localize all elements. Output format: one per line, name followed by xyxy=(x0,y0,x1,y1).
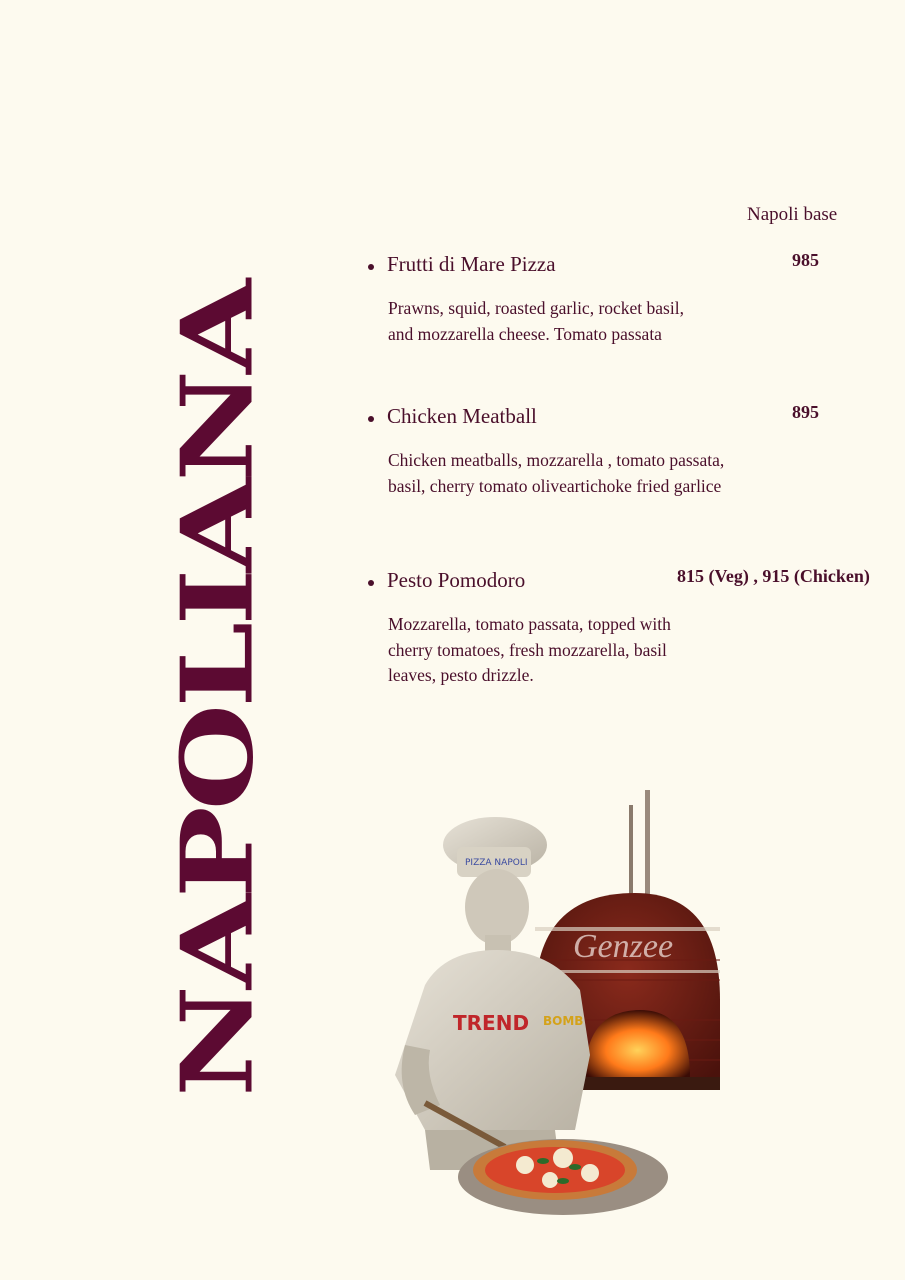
svg-text:PIZZA NAPOLI: PIZZA NAPOLI xyxy=(465,858,528,868)
item-name: Frutti di Mare Pizza xyxy=(387,252,556,276)
chimney-icon xyxy=(629,790,650,900)
bullet-icon xyxy=(368,580,374,586)
chef-statue-icon xyxy=(395,817,590,1170)
base-label: Napoli base xyxy=(747,204,838,225)
section-title: NAPOLIANA xyxy=(159,283,276,1097)
svg-text:TREND: TREND xyxy=(453,1011,530,1035)
item-name: Pesto Pomodoro xyxy=(387,568,526,592)
item-description: Mozzarella, tomato passata, topped with cherry tomatoes, fresh mozzarella, basil leaves, pesto drizzle. xyxy=(388,614,671,685)
svg-text:Genzee: Genzee xyxy=(573,928,674,965)
item-price: 815 (Veg) , 915 (Chicken) xyxy=(677,566,870,586)
pizza-icon xyxy=(458,1139,668,1215)
item-price: 985 xyxy=(792,250,819,270)
bullet-icon xyxy=(368,264,374,270)
item-description: Prawns, squid, roasted garlic, rocket basil, and mozzarella cheese. Tomato passata xyxy=(388,298,684,344)
item-price: 895 xyxy=(792,402,819,422)
item-description: Chicken meatballs, mozzarella , tomato passata, basil, cherry tomato oliveartichoke fried garlice xyxy=(388,450,725,496)
item-name: Chicken Meatball xyxy=(387,404,537,428)
chef-and-oven-illustration xyxy=(385,785,725,1230)
bullet-icon xyxy=(368,416,374,422)
svg-text:BOMB: BOMB xyxy=(543,1014,584,1028)
